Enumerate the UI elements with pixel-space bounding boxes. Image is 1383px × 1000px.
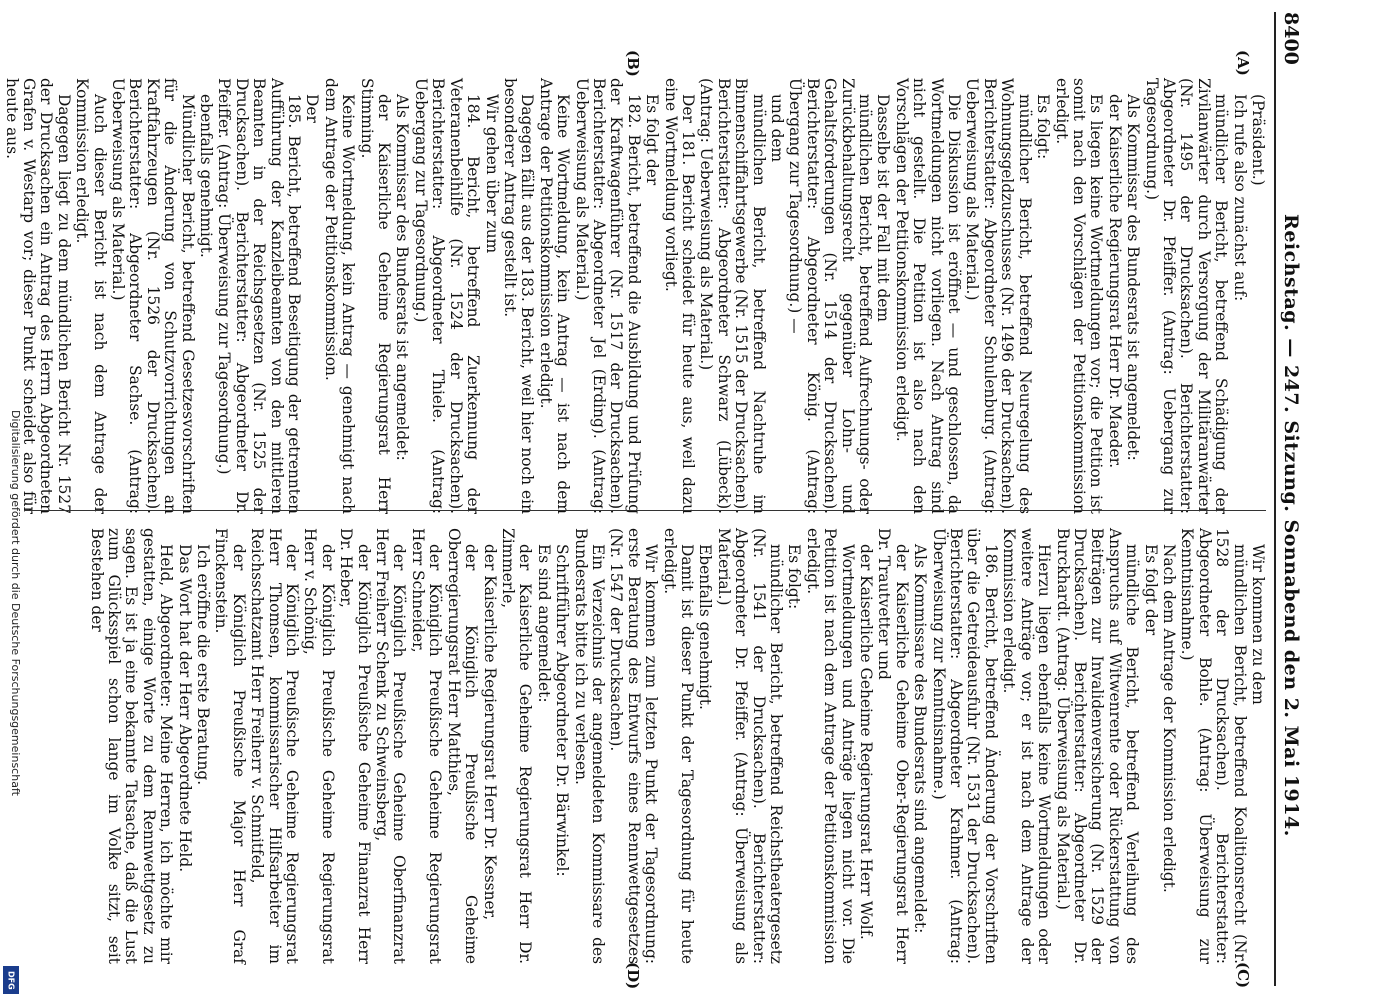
column-divider	[25, 510, 1266, 511]
paragraph: ebenfalls genehmigt.	[197, 94, 216, 258]
paragraph: der Kaiserliche Regierungsrat Herr Dr. Kessner,	[480, 544, 499, 921]
dfg-logo: DFG	[3, 966, 19, 994]
paragraph: Die Diskussion ist eröffnet — und geschlossen, da Wortmeldungen nicht vorliegen. Nach Antrag sind nicht gestellt. Die Petition ist also nach den Vorschlägen der Petitionskommission erledigt.	[892, 78, 964, 514]
paragraph: der Kaiserliche Geheime Regierungsrat Herr Wolf.	[857, 544, 876, 940]
paragraph: mündlicher Bericht, betreffend Schädigung der Zivilanwärter durch Versorgung der Militäranwärter (Nr. 1495 der Drucksachen). Berichterstatter: Abgeordneter Dr. Pfeiffer. (Antrag: Uebergang zur Tagesordnung.)	[1142, 78, 1231, 514]
paragraph: mündlicher Bericht, betreffend Neuregelung des Wohnungsgeldzuschusses (Nr. 1496 der Drucksachen). Berichterstatter: Abgeordneter Schulenburg. (Antrag: Ueberweisung als Material.)	[963, 78, 1034, 514]
page-title: Reichstag. — 247. Sitzung. Sonnabend den 2. Mai 1914.	[1280, 214, 1302, 837]
paragraph: Der 181. Bericht scheidet für heute aus, weil dazu eine Wortmeldung vorliegt.	[661, 78, 697, 514]
paragraph: 186. Bericht, betreffend Änderung der Vorschriften über die Getreideausfuhr (Nr. 1531 der Drucksachen). Berichterstatter: Abgeordneter Krahmer. (Antrag: Überweisung zur Kenntnisnahme.)	[929, 528, 1000, 964]
margin-mark-d: (D)	[624, 962, 642, 990]
paragraph: Ebenfalls genehmigt.	[696, 544, 715, 710]
paragraph: der Königlich Preußische Geheime Oberfinanzrat Herr Freiherr Schenk zu Schweinsberg,	[373, 528, 409, 964]
paragraph: mündlicher Bericht, betreffend Reichstheatergesetz (Nr. 1541 der Drucksachen). Berichterstatter: Abgeordneter Dr. Pfeiffer. (Antrag: Überweisung als Material.)	[714, 528, 786, 964]
paragraph: Es folgt der	[643, 94, 662, 186]
paragraph: Auch dieser Bericht ist nach dem Antrage der Kommission erledigt.	[73, 78, 109, 514]
paragraph: Es sind angemeldet:	[534, 544, 553, 703]
paragraph: und dem	[768, 94, 787, 163]
paragraph: der Kaiserliche Geheime Regierungsrat Herr Stimming.	[357, 78, 394, 514]
margin-mark-b: (B)	[624, 50, 642, 77]
paragraph: mündlichen Bericht, betreffend Nachtruhe im Binnenschiffahrtsgewerbe (Nr. 1515 der Drucksachen). Berichterstatter: Abgeordneter Schwarz (Lübeck). (Antrag: Ueberweisung als Material.)	[697, 78, 768, 514]
paragraph: Als Kommissar des Bundesrats ist angemeldet:	[393, 94, 412, 461]
paragraph: Das Wort hat der Herr Abgeordnete Held.	[175, 544, 194, 873]
paragraph: Wortmeldungen und Anträge liegen nicht vor. Die Petition ist nach dem Antrage der Petitionskommission erledigt.	[803, 528, 857, 964]
paragraph: Wir kommen zu dem	[1249, 544, 1267, 705]
paragraph: Ein Verzeichnis der angemeldeten Kommissare des Bundesrats bitte ich zu verlesen.	[571, 528, 607, 964]
paragraph: Damit ist dieser Punkt der Tagesordnung für heute erledigt.	[660, 528, 696, 964]
page-header	[1274, 12, 1306, 986]
paragraph: Ich rufe also zunächst auf:	[1230, 94, 1249, 302]
paragraph: der Königlich Preußische Geheime Finanzrat Herr Dr. Heber,	[337, 528, 373, 964]
paragraph: Es folgt der	[1141, 544, 1160, 636]
paragraph: 184. Bericht, betreffend Zuerkennung der Veteranenbeihilfe (Nr. 1524 der Drucksachen). Berichterstatter: Abgeordneter Thiele. (Antrag: Uebergang zur Tagesordnung.)	[411, 78, 483, 514]
paragraph: der Königlich Preußische Geheime Oberregierungsrat Herr Matthies,	[444, 528, 481, 964]
paragraph: (Präsident.)	[1249, 94, 1267, 186]
left-column	[2, 78, 1267, 514]
paragraph: der Kaiserliche Geheime Regierungsrat Herr Dr. Zimmerle,	[498, 528, 535, 964]
paragraph: 182. Bericht, betreffend die Ausbildung und Prüfung der Kraftwagenführer (Nr. 1517 der Drucksachen). Berichterstatter: Abgeordneter Jel (Erding). (Antrag: Ueberweisung als Material.)	[572, 78, 643, 514]
paragraph: Keine Wortmeldung, kein Antrag — genehmigt nach dem Antrage der Petitionskommission.	[321, 78, 358, 514]
paragraph: Hierzu liegen ebenfalls keine Wortmeldungen oder weitere Anträge vor; er ist nach dem Antrage der Kommission erledigt.	[1000, 528, 1054, 964]
paragraph: Ich eröffne die erste Beratung.	[194, 544, 213, 786]
paragraph: Schriftführer Abgeordneter Dr. Bärwinkel:	[553, 544, 572, 877]
paragraph: der Königlich Preußische Major Herr Graf Finckenstein.	[212, 528, 248, 964]
paragraph: der Königlich Preußische Geheime Regierungsrat Herr Thomsen, kommissarischer Hilfsarbeiter im Reichsschatzamt Herr Freiherr v. Schmitfeld,	[248, 528, 302, 964]
margin-mark-a: (A)	[1234, 50, 1252, 76]
paragraph: 185. Bericht, betreffend Beseitigung der getrennten Aufführung der Kanzleibeamten von den mittleren Beamten in der Reichsgesetzen (Nr. 1525 der Drucksachen). Berichterstatter: Abgeordneter Dr. Pfeiffer. (Antrag: Überweisung zur Tagesordnung.)	[215, 78, 304, 514]
paragraph: Der	[303, 94, 322, 123]
paragraph: Keine Wortmeldung, kein Antrag — ist nach dem Antrage der Petitionskommission erledigt.	[536, 78, 573, 514]
paragraph: der Königlich Preußische Geheime Regierungsrat Herr v. Schönig,	[301, 528, 337, 964]
paragraph: Es folgt:	[785, 544, 804, 610]
paragraph: Dasselbe ist der Fall mit dem	[874, 94, 893, 322]
page-number: 8400	[1280, 12, 1302, 65]
paragraph: der Kaiserliche Regierungsrat Herr Dr. Maeder.	[1105, 94, 1124, 469]
footer-credit: Digitalisierung gefördert durch die Deutsche Forschungsgemeinschaft	[9, 410, 22, 796]
paragraph: Es folgt:	[1034, 94, 1053, 160]
rotated-page	[2, 0, 1310, 1000]
paragraph: Es liegen keine Wortmeldungen vor; die Petition ist somit nach den Vorschlägen der Petitionskommission erledigt.	[1052, 78, 1106, 514]
paragraph: der Kaiserliche Geheime Ober-Regierungsrat Herr Dr. Trautvetter und	[875, 528, 911, 964]
paragraph: mündlichen Bericht, betreffend Koalitionsrecht (Nr. 1528 der Drucksachen). Berichterstatter: Abgeordneter Bohle. (Antrag: Überweisung zur Kenntnisnahme.)	[1178, 528, 1249, 964]
paragraph: Als Kommissare des Bundesrats sind angemeldet:	[911, 544, 930, 934]
right-column	[9, 528, 1266, 964]
paragraph: Held, Abgeordneter: Meine Herren, ich möchte mir gestatten, einige Worte zu dem Rennwettgesetz zu sagen. Es ist ja eine bekannte Tatsache, daß die Lust zum Glücksspiel schon lange im Volke sitzt, seit Bestehen der	[87, 528, 176, 964]
paragraph: mündliche Bericht, betreffend Verleihung des Anspruchs auf Witwenrente oder Rückerstattung von Beiträgen zur Invalidenversicherung (Nr. 1529 der Drucksachen). Berichterstatter: Abgeordneter Dr. Burckhardt. (Antrag: Überweisung als Material.)	[1053, 528, 1142, 964]
footer	[2, 0, 22, 1000]
paragraph: Wir kommen zum letzten Punkt der Tagesordnung: erste Beratung des Entwurfs eines Rennwettgesetzes (Nr. 1547 der Drucksachen).	[607, 528, 661, 964]
paragraph: Dagegen liegt zu dem mündlichen Bericht Nr. 1527 der Drucksachen ein Antrag des Herrn Abgeordneten Grafen v. Westarp vor; dieser Punkt scheidet also für heute aus.	[2, 78, 73, 514]
paragraph: Mündlicher Bericht, betreffend Gesetzesvorschriften für die Änderung von Schutzvorrichtungen an Kraftfahrzeugen (Nr. 1526 der Drucksachen). Berichterstatter: Abgeordneter Sachse. (Antrag: Ueberweisung als Material.)	[109, 78, 197, 514]
paragraph: Nach dem Antrage der Kommission erledigt.	[1159, 544, 1178, 893]
paragraph: mündlichen Bericht, betreffend Aufrechnungs- oder Zurückbehaltungsrecht gegenüber Lohn- und Gehaltsforderungen (Nr. 1514 der Drucksachen). Berichterstatter: Abgeordneter König. (Antrag: Übergang zur Tagesordnung.) —	[786, 78, 875, 514]
paragraph: Dagegen fällt aus der 183. Bericht, weil hier noch ein besonderer Antrag gestellt ist.	[500, 78, 537, 514]
margin-mark-c: (C)	[1234, 962, 1252, 989]
paragraph: der Königlich Preußische Geheime Regierungsrat Herr Schneider,	[408, 528, 445, 964]
paragraph: Als Kommissar des Bundesrats ist angemeldet:	[1124, 94, 1143, 461]
paragraph: Wir gehen über zum	[482, 94, 501, 254]
